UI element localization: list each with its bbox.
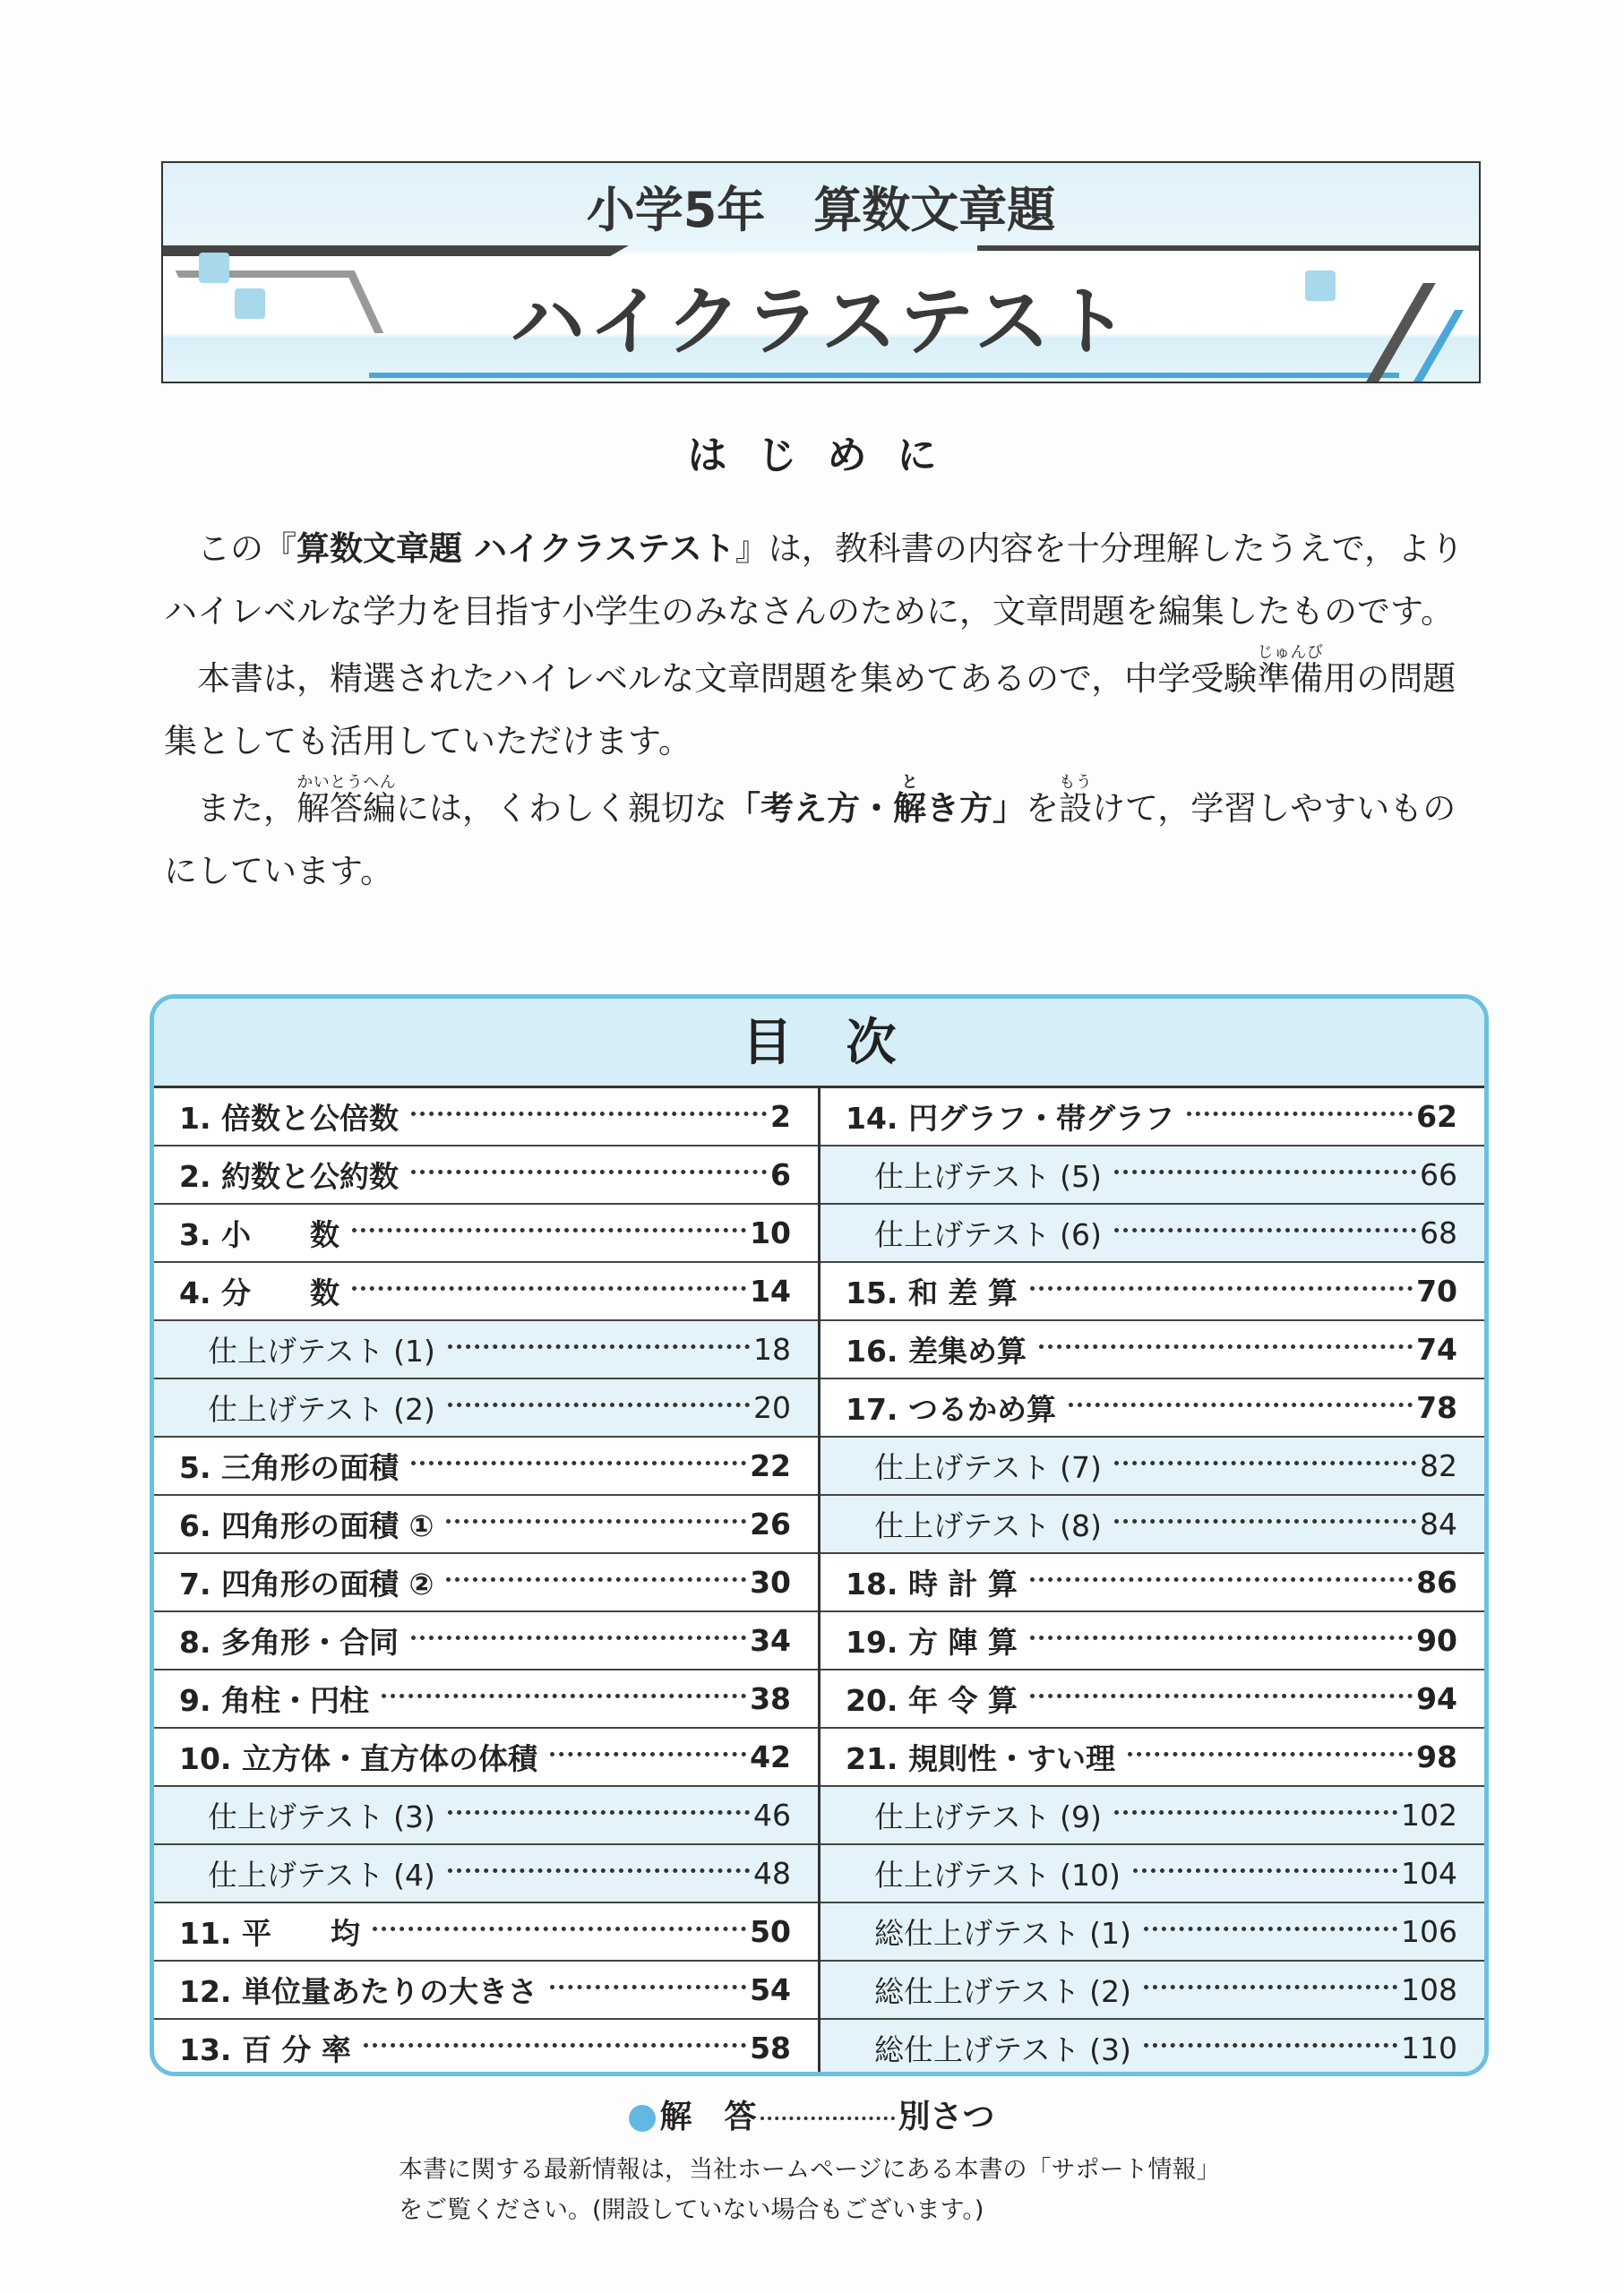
toc-entry [154, 1787, 818, 1845]
toc-entry-page: 62 [1416, 1099, 1457, 1134]
toc-entry [821, 1612, 1484, 1670]
leader-dots [1144, 2043, 1397, 2048]
text: 解答編 [296, 789, 396, 828]
toc-entry [154, 1088, 818, 1146]
toc-entry-page: 74 [1416, 1332, 1457, 1367]
leader-dots [550, 1985, 746, 1989]
banner-decoration [369, 373, 1399, 378]
toc-entry [154, 1845, 818, 1903]
answers-line [0, 2091, 1624, 2137]
toc-entry-label: 5. 三角形の面積 [179, 1450, 399, 1485]
text: 用の問題集としても活用していただけます。 [164, 659, 1456, 760]
furigana: かいとうへん [296, 773, 396, 792]
toc-entry [154, 1438, 818, 1496]
leader-dots [1069, 1403, 1413, 1407]
answers-location: 別さつ [898, 2099, 995, 2135]
toc-entry-label: 2. 約数と公約数 [179, 1159, 399, 1194]
leader-dots [446, 1577, 746, 1582]
leader-dots [550, 1752, 746, 1756]
toc-entry [821, 2020, 1484, 2076]
toc-entry-label: 仕上げテスト (7) [874, 1450, 1102, 1485]
toc-entry [821, 1903, 1484, 1962]
toc-entry-label: 18. 時 計 算 [846, 1567, 1018, 1602]
answers-label: 解 答 [659, 2099, 757, 2135]
toc-entry-label: 19. 方 陣 算 [846, 1625, 1018, 1660]
toc-entry-page: 68 [1420, 1215, 1457, 1250]
toc-entry-page: 70 [1416, 1274, 1457, 1309]
toc-entry-label: 仕上げテスト (1) [208, 1334, 435, 1369]
note-line: 本書に関する最新情報は，当社ホームページにある本書の「サポート情報」 [399, 2156, 1221, 2184]
note-line: をご覧ください。(開設していない場合もございます。) [399, 2196, 984, 2224]
leader-dots [760, 2117, 895, 2120]
text: 』は，教科書の内容を十分理解したうえで，よりハイレベルな学力を目指す小学生のみなさんのために，文章問題を編集したものです。 [164, 529, 1465, 631]
toc-entry-page: 90 [1416, 1623, 1457, 1658]
toc-entry-label: 7. 四角形の面積 ② [179, 1567, 434, 1602]
toc-entry-page: 2 [770, 1099, 791, 1134]
toc-entry [154, 1729, 818, 1787]
toc-entry-page: 46 [753, 1798, 791, 1833]
leader-dots [1128, 1752, 1413, 1756]
leader-dots [446, 1519, 746, 1524]
toc-entry-page: 54 [750, 1972, 791, 2007]
toc-entry-page: 82 [1420, 1448, 1457, 1483]
toc-entry-page: 26 [750, 1507, 791, 1542]
text: 「考え方・ [727, 789, 893, 828]
toc-entry-label: 総仕上げテスト (3) [874, 2032, 1131, 2067]
leader-dots [352, 1228, 746, 1232]
toc-entry-label: 10. 立方体・直方体の体積 [179, 1741, 537, 1776]
leader-dots [448, 1810, 750, 1815]
toc-entry [821, 1205, 1484, 1263]
toc-entry [821, 1088, 1484, 1146]
ruby-word [296, 773, 396, 828]
toc-entry-label: 仕上げテスト (8) [874, 1508, 1102, 1543]
toc-entry [821, 1496, 1484, 1554]
toc-entry-page: 106 [1401, 1914, 1457, 1949]
intro-paragraph [164, 773, 1481, 903]
toc-entry [154, 1962, 818, 2020]
toc-entry-label: 12. 単位量あたりの大きさ [179, 1974, 537, 2009]
toc-entry-page: 6 [770, 1157, 791, 1192]
intro-paragraph [164, 643, 1481, 773]
toc-entry-label: 仕上げテスト (9) [874, 1799, 1102, 1834]
support-note [399, 2150, 1220, 2230]
intro-heading: はじめに [687, 433, 967, 478]
toc-entry-label: 仕上げテスト (2) [208, 1392, 435, 1427]
banner-stripe [163, 245, 629, 256]
leader-dots [1030, 1286, 1413, 1291]
toc-entry-page: 102 [1401, 1798, 1457, 1833]
text: 解 [893, 789, 926, 828]
toc-entry [154, 1670, 818, 1729]
toc-entry [154, 1554, 818, 1612]
toc-entry-page: 110 [1401, 2031, 1457, 2065]
toc-entry [821, 1146, 1484, 1205]
leader-dots [364, 2043, 746, 2048]
toc-entry [821, 1554, 1484, 1612]
toc-entry-page: 66 [1420, 1157, 1457, 1192]
toc-entry-label: 16. 差集め算 [846, 1334, 1027, 1369]
toc-entry-page: 30 [750, 1565, 791, 1600]
leader-dots [1114, 1519, 1416, 1524]
text: 本書は，精選されたハイレベルな文章問題を集めてあるので，中学受験 [197, 659, 1258, 698]
leader-dots [448, 1344, 750, 1349]
leader-dots [1133, 1868, 1397, 1873]
toc-entry-page: 84 [1420, 1507, 1457, 1542]
toc-entry [821, 1321, 1484, 1379]
toc-entry-label: 13. 百 分 率 [179, 2032, 351, 2067]
leader-dots [411, 1461, 746, 1465]
toc-entry-label: 11. 平 均 [179, 1916, 360, 1951]
intro-paragraph [164, 518, 1481, 643]
leader-dots [373, 1927, 746, 1931]
leader-dots [382, 1694, 746, 1698]
book-name: 算数文章題 ハイクラステスト [296, 529, 735, 568]
toc-entry [821, 1670, 1484, 1729]
toc-entry-page: 38 [750, 1681, 791, 1716]
text: また， [197, 789, 296, 828]
ruby-word [1257, 643, 1324, 698]
toc-entry-page: 104 [1401, 1856, 1457, 1891]
toc-entry [154, 1205, 818, 1263]
leader-dots [411, 1112, 767, 1116]
toc-entry-label: 21. 規則性・すい理 [846, 1741, 1115, 1776]
bullet-icon [629, 2105, 656, 2132]
toc-entry-label: 4. 分 数 [179, 1275, 339, 1310]
toc-column-left [154, 1088, 818, 2076]
toc-entry-label: 8. 多角形・合同 [179, 1625, 399, 1660]
ruby-word [893, 773, 926, 828]
toc-entry [821, 1962, 1484, 2020]
toc-entry-label: 1. 倍数と公倍数 [179, 1101, 399, 1136]
furigana: と [893, 773, 926, 792]
intro-text [164, 518, 1481, 903]
toc-entry-label: 仕上げテスト (5) [874, 1159, 1102, 1194]
toc-entry-page: 14 [750, 1274, 791, 1309]
toc-entry-label: 6. 四角形の面積 ① [179, 1508, 434, 1543]
toc-entry-label: 仕上げテスト (3) [208, 1799, 435, 1834]
leader-dots [1039, 1344, 1413, 1349]
toc-entry [154, 2020, 818, 2076]
toc-entry-page: 94 [1416, 1681, 1457, 1716]
toc-entry-page: 50 [750, 1914, 791, 1949]
toc-entry-label: 総仕上げテスト (2) [874, 1974, 1131, 2009]
toc-entry-label: 仕上げテスト (6) [874, 1217, 1102, 1252]
toc-entry-label: 仕上げテスト (10) [874, 1858, 1121, 1893]
table-of-contents [150, 994, 1489, 2076]
toc-entry-page: 98 [1416, 1739, 1457, 1774]
text: 設 [1059, 789, 1092, 828]
toc-entry-page: 48 [753, 1856, 791, 1891]
toc-entry-page: 42 [750, 1739, 791, 1774]
text: を [1026, 789, 1059, 828]
text: この『 [197, 529, 296, 568]
leader-dots [448, 1868, 750, 1873]
toc-column-right [818, 1088, 1484, 2076]
toc-entry-page: 58 [750, 2031, 791, 2065]
toc-entry-label: 20. 年 令 算 [846, 1683, 1018, 1718]
text: き方」 [926, 789, 1026, 828]
text: けて，学習しやすいものにしています。 [164, 789, 1456, 890]
toc-entry-page: 10 [750, 1215, 791, 1250]
book-subtitle: 小学5年 算数文章題 [586, 182, 1056, 238]
toc-entry [821, 1787, 1484, 1845]
book-title: ハイクラステスト [510, 278, 1132, 365]
furigana: もう [1059, 773, 1092, 792]
toc-entry [821, 1845, 1484, 1903]
leader-dots [1114, 1228, 1416, 1232]
toc-entry-page: 18 [753, 1332, 791, 1367]
toc-entry-page: 86 [1416, 1565, 1457, 1600]
leader-dots [1030, 1694, 1413, 1698]
toc-entry-label: 総仕上げテスト (1) [874, 1916, 1131, 1951]
leader-dots [448, 1403, 750, 1407]
toc-entry-label: 3. 小 数 [179, 1217, 339, 1252]
toc-entry [821, 1729, 1484, 1787]
toc-entry-page: 34 [750, 1623, 791, 1658]
toc-title: 目次 [154, 999, 1484, 1088]
leader-dots [1030, 1636, 1413, 1640]
toc-entry-page: 20 [753, 1390, 791, 1425]
leader-dots [1144, 1927, 1397, 1931]
toc-entry [154, 1146, 818, 1205]
leader-dots [1114, 1170, 1416, 1174]
ruby-word [1059, 773, 1092, 828]
leader-dots [1114, 1461, 1416, 1465]
toc-entry-page: 22 [750, 1448, 791, 1483]
leader-dots [1187, 1112, 1413, 1116]
toc-entry [154, 1903, 818, 1962]
toc-entry-label: 9. 角柱・円柱 [179, 1683, 369, 1718]
toc-entry [154, 1496, 818, 1554]
banner-stripe [977, 245, 1479, 251]
furigana: じゅんび [1257, 643, 1324, 662]
leader-dots [411, 1636, 746, 1640]
toc-entry [154, 1379, 818, 1438]
toc-entry [821, 1379, 1484, 1438]
title-banner [161, 161, 1481, 383]
toc-entry-page: 78 [1416, 1390, 1457, 1425]
leader-dots [1144, 1985, 1397, 1989]
toc-entry-page: 108 [1401, 1972, 1457, 2007]
toc-entry-label: 17. つるかめ算 [846, 1392, 1056, 1427]
text: 準備 [1257, 659, 1324, 698]
leader-dots [352, 1286, 746, 1291]
toc-entry [154, 1263, 818, 1321]
leader-dots [1030, 1577, 1413, 1582]
toc-entry-label: 14. 円グラフ・帯グラフ [846, 1101, 1174, 1136]
toc-entry [821, 1438, 1484, 1496]
toc-entry [154, 1321, 818, 1379]
toc-entry [154, 1612, 818, 1670]
toc-entry [821, 1263, 1484, 1321]
toc-entry-label: 仕上げテスト (4) [208, 1858, 435, 1893]
text: には，くわしく親切な [396, 789, 727, 828]
toc-entry-label: 15. 和 差 算 [846, 1275, 1018, 1310]
leader-dots [1114, 1810, 1397, 1815]
leader-dots [411, 1170, 767, 1174]
